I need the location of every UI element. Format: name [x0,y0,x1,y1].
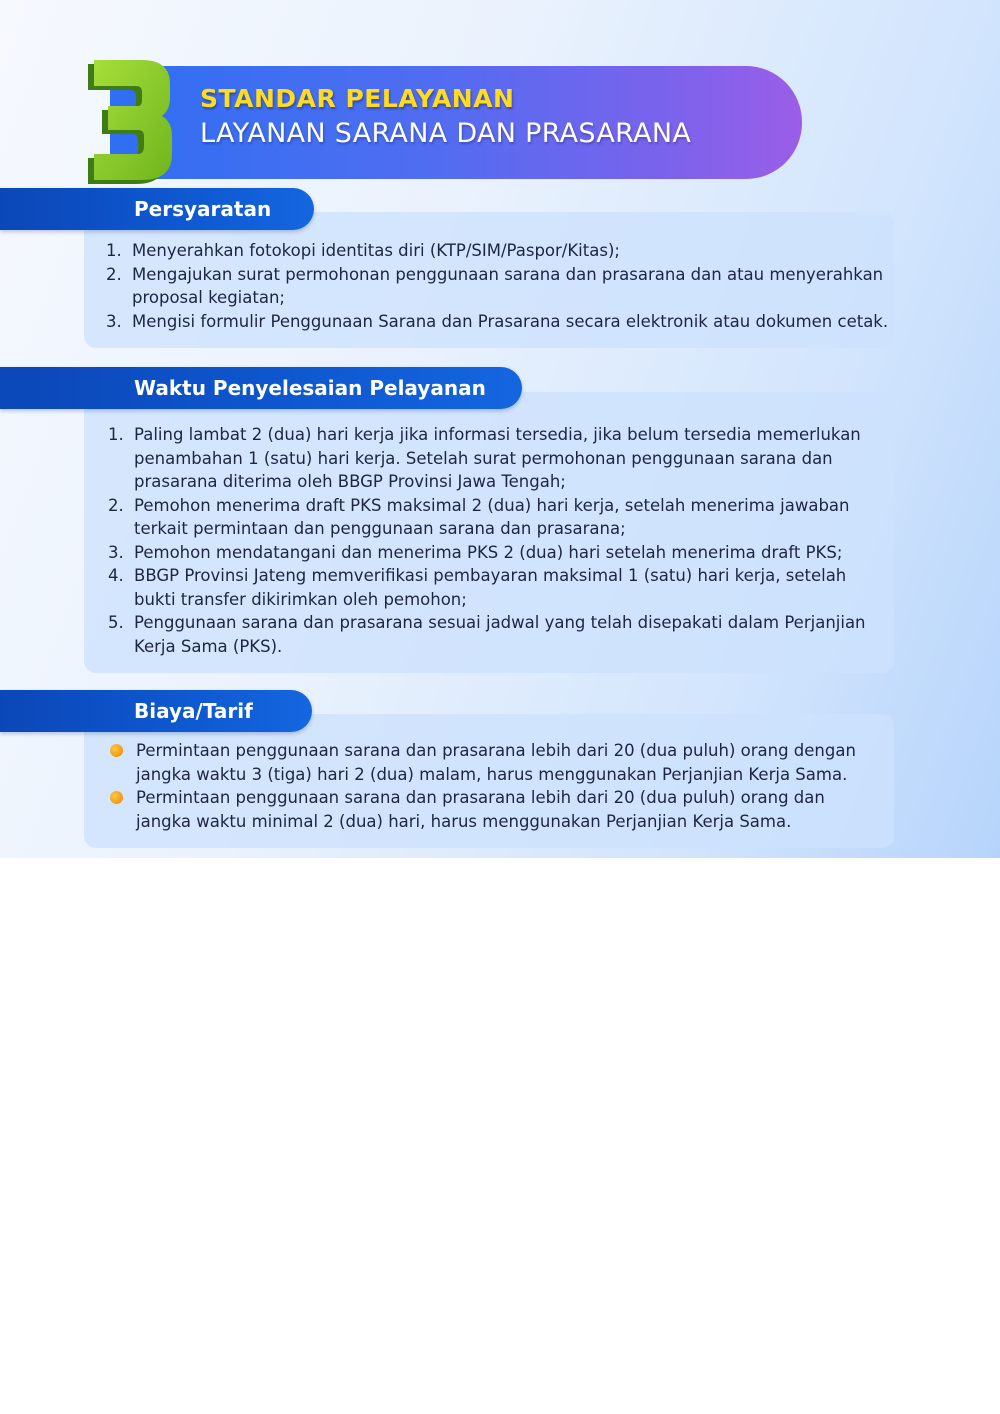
requirements-card [84,212,894,348]
list-item: 3. Mengisi formulir Penggunaan Sarana dan Prasarana secara elektronik atau dokumen cetak. [106,311,889,331]
section-heading: Waktu Penyelesaian Pelayanan [134,376,486,400]
page-subtitle: LAYANAN SARANA DAN PRASARANA [200,118,692,149]
list-item: 1. Paling lambat 2 (dua) hari kerja jika informasi tersedia, jika belum tersedia memerlukan penambahan 1 (satu) hari kerja. Setelah surat permohonan penggunaan sarana dan prasarana diterima oleh BBGP Provinsi Jawa Tengah; [108,425,861,491]
list-item: 2. Pemohon menerima draft PKS maksimal 2 (dua) hari kerja, setelah menerima jawaban terkait permintaan dan penggunaan sarana dan prasarana; [108,495,850,538]
fee-card [84,714,894,848]
completion-time-card [84,392,894,673]
section-number-3-graphic [84,50,184,186]
bullet-dot-icon [110,744,123,757]
list-item: 2. Mengajukan surat permohonan penggunaan sarana dan prasarana dan atau menyerahkan proposal kegiatan; [106,264,884,307]
section-heading: Biaya/Tarif [134,699,253,723]
section-tab-biaya-tarif [0,690,312,732]
list-item: 3. Pemohon mendatangani dan menerima PKS 2 (dua) hari setelah menerima draft PKS; [108,542,843,562]
bullet-dot-icon [110,791,123,804]
list-item: 1. Menyerahkan fotokopi identitas diri (KTP/SIM/Paspor/Kitas); [106,241,620,260]
list-item: Permintaan penggunaan sarana dan prasarana lebih dari 20 (dua puluh) orang dan jangka waktu minimal 2 (dua) hari, harus menggunakan Perjanjian Kerja Sama. [108,786,884,833]
list-item: Permintaan penggunaan sarana dan prasarana lebih dari 20 (dua puluh) orang dengan jangka waktu 3 (tiga) hari 2 (dua) malam, harus menggunakan Perjanjian Kerja Sama. [108,739,884,786]
section-tab-persyaratan [0,188,314,230]
list-item: 5. Penggunaan sarana dan prasarana sesuai jadwal yang telah disepakati dalam Perjanjian Kerja Sama (PKS). [108,613,866,656]
requirements-list [106,239,896,333]
fee-list [108,739,884,833]
section-tab-waktu-penyelesaian [0,367,522,409]
completion-time-list [108,423,884,658]
list-item: 4. BBGP Provinsi Jateng memverifikasi pembayaran maksimal 1 (satu) hari kerja, setelah bukti transfer dikirimkan oleh pemohon; [108,566,847,609]
section-heading: Persyaratan [134,197,272,221]
page-title: STANDAR PELAYANAN [200,84,515,113]
